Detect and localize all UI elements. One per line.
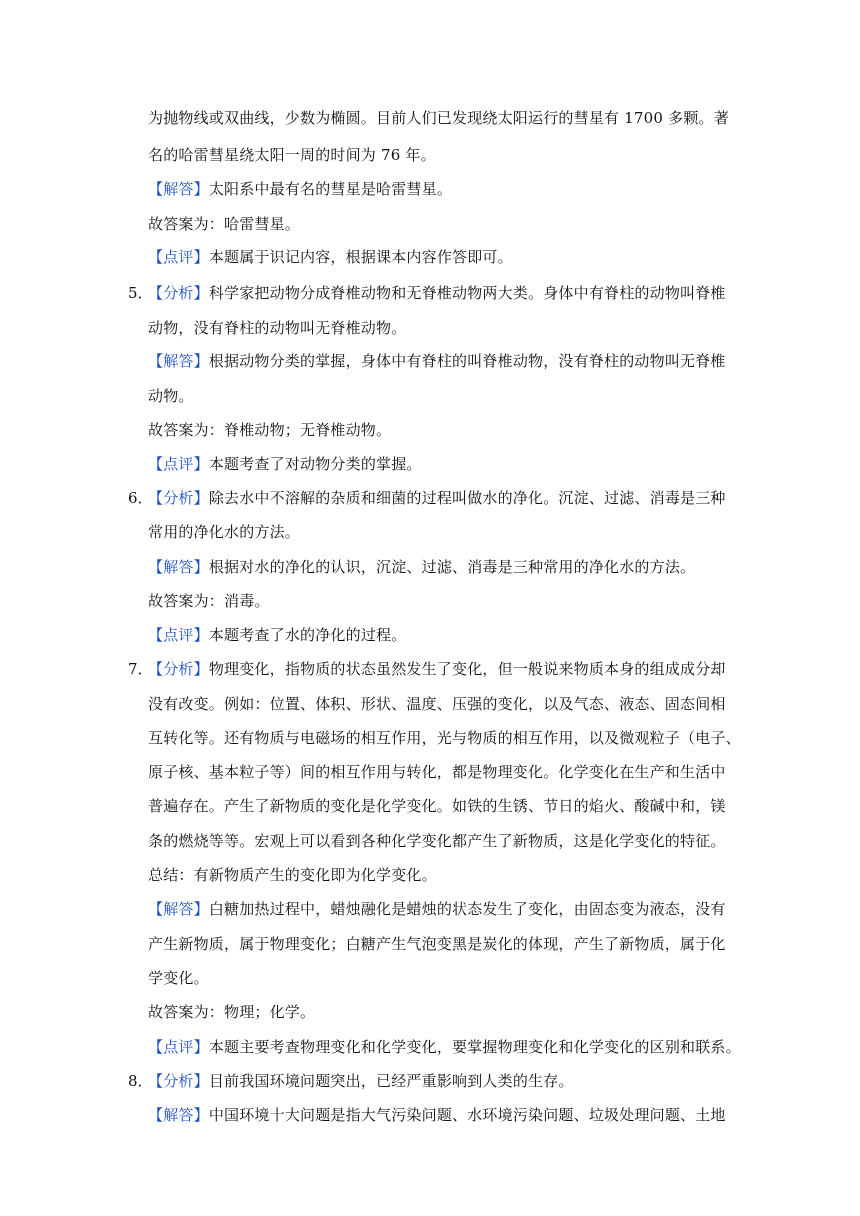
line-text: 故答案为：物理；化学。 (148, 1003, 316, 1021)
analysis-line (148, 488, 726, 508)
analysis-tag: 【分析】 (148, 284, 209, 302)
line-text: 名的哈雷彗星绕太阳一周的时间为 76 年。 (148, 146, 436, 164)
answer-line (148, 557, 695, 577)
text-line (148, 762, 726, 782)
answer-tag: 【解答】 (148, 1106, 209, 1124)
line-text: 物理变化，指物质的状态虽然发生了变化，但一般说来物质本身的组成成分却 (208, 660, 726, 678)
question-number: 8． (128, 1072, 153, 1090)
result-line (148, 591, 270, 611)
line-text: 本题考查了水的净化的过程。 (208, 626, 407, 644)
result-line (148, 420, 391, 440)
line-text: 故答案为：脊椎动物；无脊椎动物。 (148, 421, 392, 439)
line-text: 普遍存在。产生了新物质的变化是化学变化。如铁的生锈、节日的焰火、酸碱中和，镁 (148, 797, 726, 815)
text-line (148, 831, 726, 851)
comment-tag: 【点评】 (148, 455, 209, 473)
line-text: 科学家把动物分成脊椎动物和无脊椎动物两大类。身体中有脊柱的动物叫脊椎 (208, 284, 726, 302)
text-line (148, 108, 729, 128)
analysis-line (148, 1071, 574, 1091)
line-text: 原子核、基本粒子等）间的相互作用与转化，都是物理变化。化学变化在生产和生活中 (148, 763, 726, 781)
text-line (148, 694, 726, 714)
line-text: 白糖加热过程中，蜡烛融化是蜡烛的状态发生了变化，由固态变为液态，没有 (208, 900, 726, 918)
question-number: 6． (128, 489, 153, 507)
analysis-tag: 【分析】 (148, 1072, 209, 1090)
result-line (148, 1002, 315, 1022)
line-text: 产生新物质，属于物理变化；白糖产生气泡变黑是炭化的体现，产生了新物质，属于化 (148, 935, 726, 953)
text-line (148, 796, 726, 816)
line-text: 故答案为：消毒。 (148, 592, 270, 610)
comment-tag: 【点评】 (148, 626, 209, 644)
answer-line (148, 351, 726, 371)
analysis-line (148, 283, 726, 303)
question-number: 7． (128, 660, 153, 678)
line-text: 目前我国环境问题突出，已经严重影响到人类的生存。 (208, 1072, 574, 1090)
line-text: 互转化等。还有物质与电磁场的相互作用，光与物质的相互作用，以及微观粒子（电子、 (148, 729, 741, 747)
line-text: 除去水中不溶解的杂质和细菌的过程叫做水的净化。沉淀、过滤、消毒是三种 (208, 489, 726, 507)
text-line (148, 318, 406, 338)
result-line (148, 214, 300, 234)
comment-line (148, 247, 513, 267)
line-text: 动物。 (148, 387, 194, 405)
line-text: 动物，没有脊柱的动物叫无脊椎动物。 (148, 319, 407, 337)
text-line (148, 145, 436, 165)
comment-tag: 【点评】 (148, 248, 209, 266)
answer-tag: 【解答】 (148, 558, 209, 576)
analysis-tag: 【分析】 (148, 660, 209, 678)
line-text: 根据动物分类的掌握，身体中有脊柱的叫脊椎动物，没有脊柱的动物叫无脊椎 (208, 352, 726, 370)
line-text: 总结：有新物质产生的变化即为化学变化。 (148, 866, 437, 884)
line-text: 没有改变。例如：位置、体积、形状、温度、压强的变化，以及气态、液态、固态间相 (148, 695, 726, 713)
text-line (148, 968, 209, 988)
answer-tag: 【解答】 (148, 352, 209, 370)
comment-tag: 【点评】 (148, 1038, 209, 1056)
line-text: 根据对水的净化的认识，沉淀、过滤、消毒是三种常用的净化水的方法。 (208, 558, 696, 576)
line-text: 太阳系中最有名的彗星是哈雷彗星。 (208, 180, 453, 198)
line-text: 常用的净化水的方法。 (148, 523, 301, 541)
text-line (148, 522, 300, 542)
answer-line (148, 179, 452, 199)
comment-line (148, 1037, 741, 1057)
answer-line (148, 1105, 726, 1125)
analysis-line (148, 659, 726, 679)
line-text: 为抛物线或双曲线，少数为椭圆。目前人们已发现绕太阳运行的彗星有 1700 多颗。著 (148, 109, 729, 127)
comment-line (148, 625, 406, 645)
line-text: 条的燃烧等等。宏观上可以看到各种化学变化都产生了新物质，这是化学变化的特征。 (148, 832, 726, 850)
line-text: 本题考查了对动物分类的掌握。 (208, 455, 422, 473)
analysis-tag: 【分析】 (148, 489, 209, 507)
text-line (148, 386, 194, 406)
answer-tag: 【解答】 (148, 900, 209, 918)
text-line (148, 865, 437, 885)
line-text: 中国环境十大问题是指大气污染问题、水环境污染问题、垃圾处理问题、土地 (208, 1106, 726, 1124)
line-text: 本题主要考查物理变化和化学变化，要掌握物理变化和化学变化的区别和联系。 (208, 1038, 741, 1056)
text-line (148, 934, 726, 954)
answer-tag: 【解答】 (148, 180, 209, 198)
text-line (148, 728, 741, 748)
line-text: 学变化。 (148, 969, 209, 987)
line-text: 本题属于识记内容，根据课本内容作答即可。 (208, 248, 513, 266)
line-text: 故答案为：哈雷彗星。 (148, 215, 301, 233)
answer-line (148, 899, 726, 919)
comment-line (148, 454, 422, 474)
question-number: 5． (128, 284, 153, 302)
